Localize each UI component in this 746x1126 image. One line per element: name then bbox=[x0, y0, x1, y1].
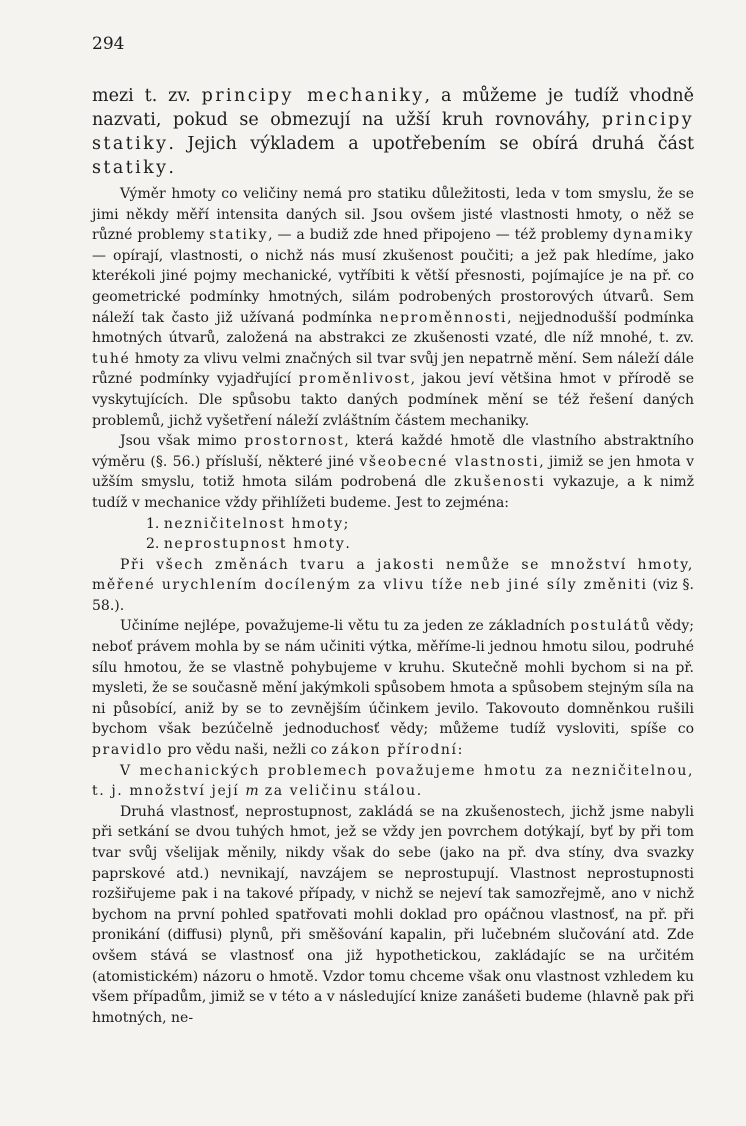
spaced-emphasis: zkušenosti bbox=[454, 474, 546, 491]
text-run: hmoty za vlivu velmi značných sil tvar svůj jen nepatrně mění. Sem náleží dále různé podmínky vyjadřující bbox=[92, 350, 694, 388]
text-run: , — a budiž zde hned připojeno — též problemy bbox=[268, 227, 613, 244]
paragraph bbox=[92, 555, 694, 617]
text-run: m bbox=[245, 783, 259, 800]
spaced-emphasis: proměnlivost bbox=[298, 371, 411, 388]
text-run: vědy; neboť právem mohla by se nám učiniti výtka, měříme-li jednou hmotu silou, podruhé sílu hmotou, že se vlastně pohybujeme v kruhu. Skutečně mohli bychom si na př. mysleti, že se současně mění jakýmkoli spůsobem hmota a spůsobem stejným síla na ni působící, aniž by se to zevnějším účinkem jevilo. Takovouto domněnkou rušili bychom však bezúčelně jednoduchosť vědy; můžeme tudíž vysloviti, spíše co bbox=[92, 618, 694, 738]
spaced-emphasis: Při všech změnách tvaru a jakosti nemůže se množství hmoty, měřené urychlením docíleným za vlivu tíže neb jiné síly změniti bbox=[92, 556, 694, 594]
spaced-emphasis: postulátů bbox=[570, 618, 652, 635]
text-run: . bbox=[345, 536, 350, 553]
spaced-emphasis: zákon přírodní bbox=[331, 742, 458, 759]
spaced-emphasis: statiky bbox=[92, 158, 169, 178]
paragraph bbox=[92, 802, 694, 1029]
text-run: , která každé hmotě dle vlastního abstraktního výměru (§. 56.) přísluší, některé jiné bbox=[92, 433, 694, 470]
spaced-emphasis: prostornost bbox=[244, 433, 345, 450]
text-run: , jakou jeví většina hmot v přírodě se vyskytujících. Dle spůsobu takto daných podmínek mění se též řešení daných problemů, jichž vyšetření náleží zvláštním částem mechaniky. bbox=[92, 371, 694, 429]
spaced-emphasis: za veličinu stálou bbox=[258, 783, 417, 800]
text-run: , a můžeme je tudíž vhodně nazvati, pokud se obmezují na užší kruh rovnováhy, bbox=[92, 86, 694, 130]
page-number: 294 bbox=[92, 34, 125, 54]
list-item bbox=[92, 534, 694, 555]
text-run: , jimiž se jen hmota v užším smyslu, totiž hmota silám podrobená dle bbox=[92, 453, 694, 491]
text-run: Učiníme nejlépe, považujeme-li větu tu za jeden ze základních bbox=[120, 618, 571, 635]
spaced-emphasis: dynamiky bbox=[612, 227, 694, 244]
text-run: pro vědu naši, nežli co bbox=[163, 742, 332, 759]
spaced-emphasis: neproměnnosti bbox=[379, 309, 508, 326]
spaced-emphasis: všeobecné vlastnosti bbox=[359, 453, 540, 470]
spaced-emphasis: principy statiky bbox=[92, 110, 694, 154]
text-run: vykazuje, a k nimž tudíž v mechanice vždy přihlížeti budeme. Jest to zejména: bbox=[92, 474, 694, 511]
text-run: mezi t. zv. bbox=[92, 86, 202, 106]
text-run: . bbox=[168, 158, 174, 178]
text-run: , nejjednodušší podmínka hmotných útvarů, založená na abstrakci ze zkušenosti vzaté, dle níž mnohé, t. zv. bbox=[92, 309, 694, 347]
text-run: (viz §. 58.). bbox=[92, 577, 694, 614]
paragraph bbox=[92, 431, 694, 513]
spaced-emphasis: tuhé bbox=[92, 350, 131, 367]
spaced-emphasis: neprostupnost hmoty bbox=[163, 536, 346, 553]
text-run: : bbox=[457, 742, 463, 759]
list-item bbox=[92, 514, 694, 535]
text-run: 2. bbox=[146, 536, 164, 553]
paragraph bbox=[92, 761, 694, 802]
text-run: . Jejich výkladem a upotřebením se obírá druhá část bbox=[168, 134, 694, 154]
paragraph bbox=[92, 616, 694, 760]
spaced-emphasis: pravidlo bbox=[92, 742, 164, 759]
body-text bbox=[92, 184, 694, 1028]
text-run: Výměr hmoty co veličiny nemá pro statiku důležitosti, leda v tom smyslu, že se jimi někdy měří intensita daných sil. Jsou ovšem jisté vlastnosti hmoty, o něž se různé problemy bbox=[92, 186, 694, 244]
text-run: . bbox=[416, 783, 422, 800]
spaced-emphasis: statiky bbox=[209, 227, 269, 244]
text-run: ; bbox=[343, 515, 349, 532]
text-run: — opírají, vlastnosti, o nichž nás musí zkušenost poučiti; a jež pak hledíme, jako kterékoli jiné pojmy mechanické, vytříbiti k větší přesnosti, pojímajíce je na př. co geometrické podmínky hmotných, silám podrobených prostorových útvarů. Sem náleží tak často již užívaná podmínka bbox=[92, 247, 694, 326]
intro-paragraph bbox=[92, 84, 694, 180]
text-run: Druhá vlastnosť, neprostupnost, zakládá se na zkušenostech, jichž jsme nabyli při setkání se dvou tuhých hmot, jež se vždy jen povrchem dotýkají, byť by při tom tvar svůj všelijak měnily, nikdy však do sebe (jako na př. dva stíny, dva svazky paprskové atd.) nevnikají, navzájem se neprostupují. Vlastnost neprostupnosti rozšiřujeme pak i na takové případy, v nichž se nejeví tak samozřejmě, ano v nichž bychom na první pohled spatřovati mohli doklad pro opáčnou vlastnosť, na př. při pronikání (diffusi) plynů, při směšování kapalin, při lučebném slučování atd. Zde ovšem stává se vlastnosť ona již hypothetickou, zakládajíc se na určitém (atomistickém) názoru o hmotě. Vzdor tomu chceme však onu vlastnost vzhledem ku všem případům, jimiž se v této a v následující knize zanášeti budeme (hlavně pak při hmotných, ne- bbox=[92, 803, 694, 1026]
spaced-emphasis: nezničitelnost hmoty bbox=[163, 515, 344, 532]
text-run: Jsou však mimo bbox=[120, 433, 245, 450]
paragraph bbox=[92, 184, 694, 431]
spaced-emphasis: V mechanických problemech považujeme hmotu za nezničitelnou, t. j. množství její bbox=[92, 762, 694, 800]
spaced-emphasis: principy mechaniky bbox=[201, 86, 425, 106]
text-run: 1. bbox=[146, 515, 164, 532]
